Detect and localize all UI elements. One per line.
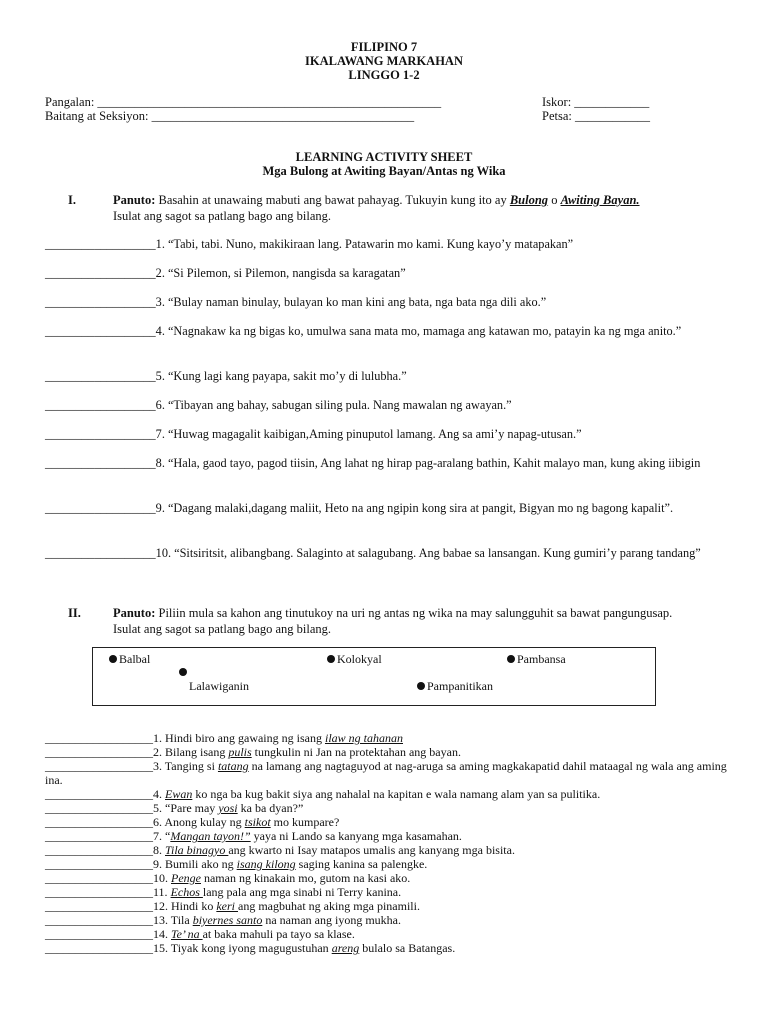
sheet-subtitle: Mga Bulong at Awiting Bayan/Antas ng Wika — [262, 164, 506, 178]
panuto-label: Panuto: — [113, 193, 156, 207]
part2-instructions — [113, 605, 683, 637]
part2-item-2[interactable]: __________________2. Bilang isang pulis tungkulin ni Jan na protektahan ang bayan. — [45, 745, 461, 759]
subject-title: FILIPINO 7 — [350, 40, 418, 54]
part1-item-2[interactable]: __________________2. “Si Pilemon, si Pilemon, nangisda sa karagatan” — [45, 266, 406, 280]
sheet-heading — [0, 150, 768, 178]
part2-item-1[interactable]: __________________1. Hindi biro ang gawaing ng isang ilaw ng tahanan — [45, 731, 403, 745]
bullet-icon — [507, 655, 515, 663]
part1-item-1[interactable]: __________________1. “Tabi, tabi. Nuno, makikiraan lang. Patawarin mo kami. Kung kayo’y matapakan” — [45, 237, 574, 251]
part2-item-13[interactable]: __________________13. Tila biyernes santo na naman ang iyong mukha. — [45, 913, 401, 927]
bullet-lalawiganin — [179, 665, 189, 680]
panuto-text-2: Isulat ang sagot sa patlang bago ang bilang. — [113, 209, 331, 223]
bullet-icon — [109, 655, 117, 663]
sheet-title: LEARNING ACTIVITY SHEET — [295, 150, 473, 164]
choice-kolokyal: Kolokyal — [327, 652, 382, 667]
week-title: LINGGO 1-2 — [348, 68, 420, 82]
pangalan-field[interactable]: Pangalan: _______________________________________________________ — [45, 95, 442, 109]
option-or: o — [551, 193, 558, 207]
part1-item-6[interactable]: __________________6. “Tibayan ang bahay, sabugan siling pula. Nang mawalan ng awayan.” — [45, 398, 512, 412]
bullet-icon — [327, 655, 335, 663]
choice-pambansa: Pambansa — [507, 652, 566, 667]
choice-balbal: Balbal — [109, 652, 150, 667]
choice-pampanitikan: Pampanitikan — [417, 679, 493, 694]
part2-item-11[interactable]: __________________11. Echos lang pala ang mga sinabi ni Terry kanina. — [45, 885, 402, 899]
panuto-text: Basahin at unawaing mabuti ang bawat pahayag. Tukuyin kung ito ay — [158, 193, 507, 207]
info-row-2 — [45, 108, 725, 124]
part2-item-14[interactable]: __________________14. Te’ na at baka mahuli pa tayo sa klase. — [45, 927, 355, 941]
part2-item-15[interactable]: __________________15. Tiyak kong iyong magugustuhan areng bulalo sa Batangas. — [45, 941, 456, 955]
part2-item-7[interactable]: __________________7. “Mangan tayon!” yaya ni Lando sa kanyang mga kasamahan. — [45, 829, 462, 843]
petsa-field[interactable]: Petsa: ____________ — [542, 109, 650, 123]
baitang-field[interactable]: Baitang at Seksiyon: __________________________________________ — [45, 109, 415, 123]
part1-item-4[interactable]: __________________4. “Nagnakaw ka ng bigas ko, umulwa sana mata mo, mamaga ang katawan mo, patayin ka ng mga anito.” — [45, 324, 682, 338]
part1-item-10[interactable]: __________________10. “Sitsiritsit, alibangbang. Salaginto at salagubang. Ang babae sa lansangan. Kung gumiri’y parang tandang” — [45, 546, 701, 560]
option-bulong: Bulong — [509, 193, 549, 207]
part1-number: I. — [68, 193, 76, 207]
bullet-icon — [179, 668, 187, 676]
part2-number: II. — [68, 606, 81, 620]
bullet-icon — [417, 682, 425, 690]
option-awiting-bayan: Awiting Bayan. — [560, 193, 640, 207]
part1-item-9[interactable]: __________________9. “Dagang malaki,dagang maliit, Heto na ang ngipin kong sira at pangit, Bigyan mo ng bagong kapalit”. — [45, 501, 674, 515]
choices-box — [92, 647, 656, 706]
part1-item-3[interactable]: __________________3. “Bulay naman binulay, bulayan ko man kini ang bata, nga bata nga dili ako.” — [45, 295, 547, 309]
part1-instructions — [113, 192, 673, 224]
part2-item-12[interactable]: __________________12. Hindi ko keri ang magbuhat ng aking mga pinamili. — [45, 899, 420, 913]
part1-item-5[interactable]: __________________5. “Kung lagi kang payapa, sakit mo’y di lulubha.” — [45, 369, 407, 383]
panuto-text-part2: Piliin mula sa kahon ang tinutukoy na uri ng antas ng wika na may salungguhit sa bawat pangungusap. Isulat ang sagot sa patlang bago ang bilang. — [113, 606, 673, 636]
part1-item-8[interactable]: __________________8. “Hala, gaod tayo, pagod tiisin, Ang lahat ng hirap pag-aralang bathin, Kahit malayo man, kung aking iibigin — [45, 456, 701, 470]
choice-lalawiganin: Lalawiganin — [189, 679, 249, 693]
iskor-field[interactable]: Iskor: ____________ — [542, 95, 650, 109]
quarter-title: IKALAWANG MARKAHAN — [305, 54, 463, 68]
part2-item-4[interactable]: __________________4. Ewan ko nga ba kug bakit siya ang nahalal na kapitan e wala namang alam yan sa pulitika. — [45, 787, 601, 801]
part2-item-8[interactable]: __________________8. Tila binagyo ang kwarto ni Isay matapos umalis ang kanyang mga bisita. — [45, 843, 515, 857]
part2-item-3[interactable]: __________________3. Tanging si tatang na lamang ang nagtaguyod at nag-aruga sa aming magkakapatid dahil mataagal ng wala ang aming ina. — [45, 759, 727, 787]
panuto-label-2: Panuto: — [113, 606, 156, 620]
part2-item-6[interactable]: __________________6. Anong kulay ng tsikot mo kumpare? — [45, 815, 340, 829]
document-header — [0, 40, 768, 82]
part2-item-10[interactable]: __________________10. Penge naman ng kinakain mo, gutom na kasi ako. — [45, 871, 411, 885]
part1-item-7[interactable]: __________________7. “Huwag magagalit kaibigan,Aming pinuputol lamang. Ang sa ami’y napag-utusan.” — [45, 427, 582, 441]
part2-item-9[interactable]: __________________9. Bumili ako ng isang kilong saging kanina sa palengke. — [45, 857, 428, 871]
part2-item-5[interactable]: __________________5. “Pare may yosi ka ba dyan?” — [45, 801, 304, 815]
